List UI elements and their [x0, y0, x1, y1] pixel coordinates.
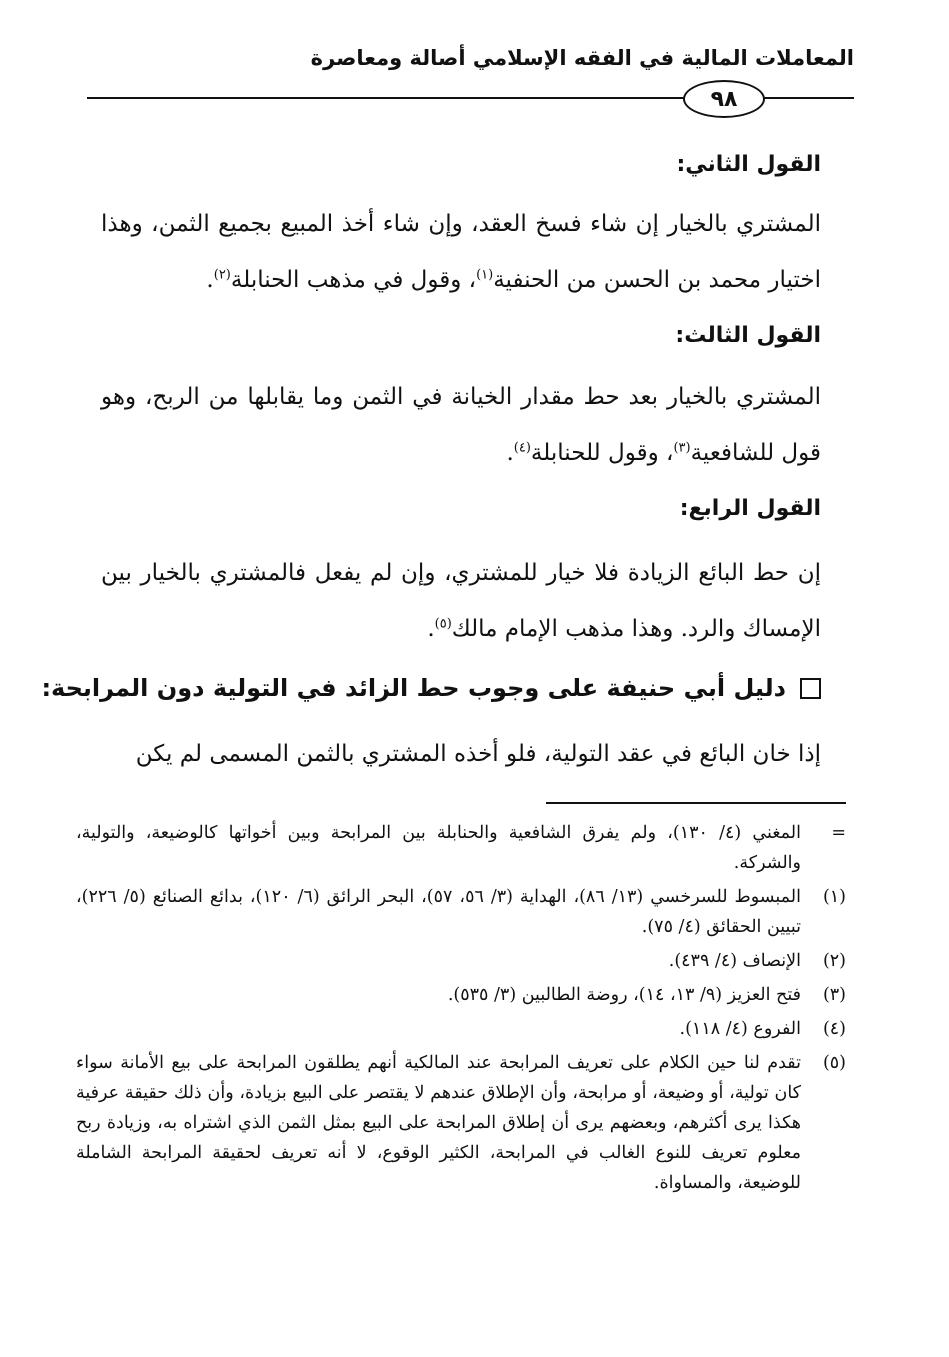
footnote-ref[interactable]: (٤) [513, 440, 531, 456]
footnote-label: (١) [822, 887, 846, 907]
footnote-continued [76, 818, 846, 878]
footnote-text: فتح العزيز (٩/ ١٣، ١٤)، روضة الطالبين (٣/ ٥٣٥). [447, 985, 801, 1005]
footnote-ref[interactable]: (٢) [213, 267, 231, 283]
footnote-4 [76, 1014, 846, 1044]
footnote-label: (٥) [822, 1053, 846, 1073]
proof-paragraph: إذا خان البائع في عقد التولية، فلو أخذه المشتري بالثمن المسمى لم يكن [135, 741, 821, 767]
footnote-text: المغني (٤/ ١٣٠)، ولم يفرق الشافعية والحنابلة بين المرابحة وبين أخواتها كالوضيعة، والتولية، والشركة. [76, 823, 801, 873]
footnote-ref[interactable]: (١) [476, 267, 494, 283]
footnote-3 [76, 980, 846, 1010]
section-heading-second-opinion: القول الثاني: [676, 152, 821, 177]
footnote-text: المبسوط للسرخسي (١٣/ ٨٦)، الهداية (٣/ ٥٦، ٥٧)، البحر الرائق (٦/ ١٢٠)، بدائع الصنائع (٥/ ٢٢٦)، تبيين الحقائق (٤/ ٧٥). [76, 887, 801, 937]
checkbox-icon [800, 678, 821, 699]
footnote-text: الإنصاف (٤/ ٤٣٩). [668, 951, 801, 971]
paragraph-second-opinion: المشتري بالخيار إن شاء فسخ العقد، وإن شاء أخذ المبيع بجميع الثمن، وهذا اختيار محمد بن الحسن من الحنفية$^{(١)}$، وقول في مذهب الحنابلة$^{(٢)}$. [101, 211, 821, 293]
footnote-label: (٣) [822, 985, 846, 1005]
footnote-1 [76, 882, 846, 942]
footnote-label: (٢) [822, 951, 846, 971]
footnote-text: الفروع (٤/ ١١٨). [679, 1019, 801, 1039]
footnote-5 [76, 1048, 846, 1198]
footnote-label: (٤) [822, 1019, 846, 1039]
footnote-text: تقدم لنا حين الكلام على تعريف المرابحة عند المالكية أنهم يطلقون المرابحة على بيع الأمانة سواء كان تولية، أو وضيعة، أو مرابحة، وأن الإطلاق عندهم لا يقتصر على البيع بزيادة، وأن ذلك حقيقة عرفية هكذا يرى أكثرهم، وبعضهم يرى أن إطلاق المرابحة على البيع بمثل الثمن الذي اشتراه به، وزيادة ربح معلوم تعريف للنوع الغالب في المرابحة، الكثير الوقوع، لا أنه تعريف لحقيقة المرابحة الشاملة للوضيعة، والمساواة. [76, 1053, 801, 1193]
footnote-separator [546, 802, 846, 804]
paragraph-third-opinion: المشتري بالخيار بعد حط مقدار الخيانة في الثمن وما يقابلها من الربح، وهو قول للشافعية$^{(٣)}$، وقول للحنابلة$^{(٤)}$. [101, 384, 821, 466]
section-heading-fourth-opinion: القول الرابع: [679, 496, 821, 521]
footnote-ref[interactable]: (٣) [673, 440, 691, 456]
proof-heading-text: دليل أبي حنيفة على وجوب حط الزائد في التولية دون المرابحة: [41, 674, 786, 702]
footnote-ref[interactable]: (٥) [434, 616, 452, 632]
paragraph-fourth-opinion: إن حط البائع الزيادة فلا خيار للمشتري، وإن لم يفعل فالمشتري بالخيار بين الإمساك والرد. وهذا مذهب الإمام مالك$^{(٥)}$. [101, 560, 821, 642]
footnote-2 [76, 946, 846, 976]
running-header: المعاملات المالية في الفقه الإسلامي أصالة ومعاصرة [310, 46, 854, 70]
page-number: ٩٨ [683, 80, 765, 118]
footnotes [76, 818, 846, 1202]
section-heading-third-opinion: القول الثالث: [675, 323, 821, 348]
proof-heading [41, 674, 821, 702]
footnote-label: = [831, 823, 846, 843]
